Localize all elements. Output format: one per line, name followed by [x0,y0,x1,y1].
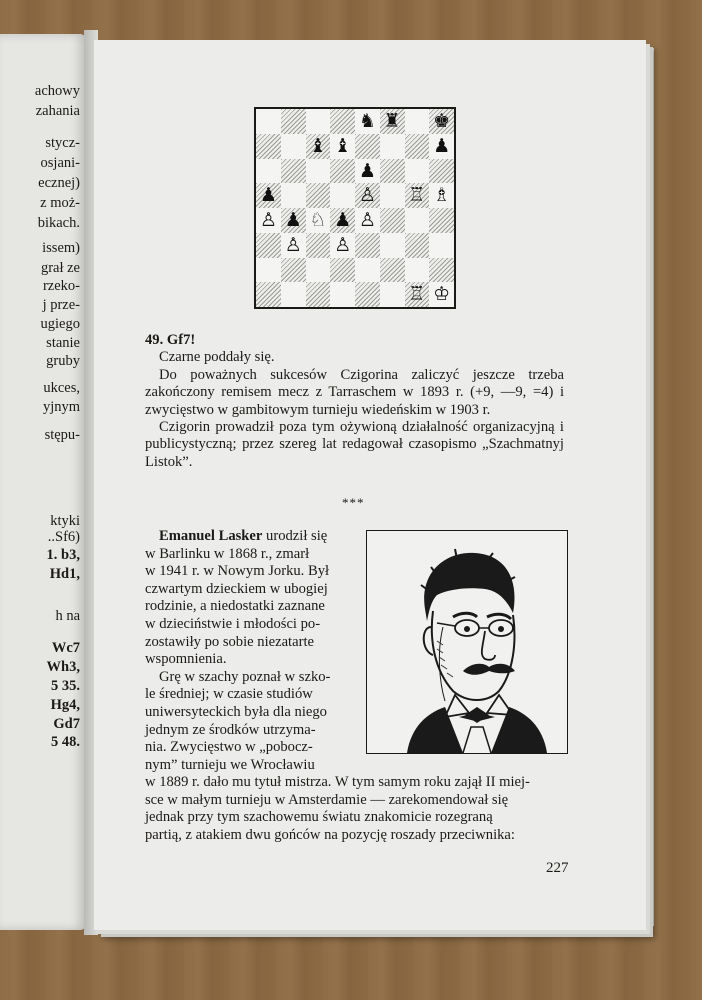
chess-piece-e8: ♞ [358,110,376,132]
left-page-text-fragment: ukces, [43,380,80,396]
lasker-line: w Barlinku w 1868 r., zmarł [145,545,310,562]
board-square [380,159,405,184]
left-page-text-fragment: achowy [34,83,80,99]
left-page-text-fragment: grubу [46,353,80,369]
left-page-text-fragment: rzeko- [42,278,80,294]
lasker-portrait [366,530,568,754]
chess-piece-d3: ♙ [334,233,352,256]
right-page [94,40,646,930]
lasker-line: zostawiły po sobie niezatarte [145,633,314,650]
board-square [256,159,281,184]
lasker-line: nia. Zwycięstwo w „pobocz- [145,739,313,756]
board-square [429,258,454,283]
board-square [330,109,355,134]
left-page-text-fragment: ktyki [50,513,80,529]
board-square [306,282,331,307]
left-page-text-fragment: h na [55,608,80,624]
board-square [330,258,355,283]
board-square [281,258,306,283]
board-square [405,159,430,184]
board-square [405,233,430,258]
board-square [355,258,380,283]
left-page-text-fragment: Hd1, [49,566,80,582]
chess-piece-b4: ♟ [284,209,302,231]
board-square [380,208,405,233]
left-page-text-fragment: bikach. [37,215,80,231]
text-line: jednak przy tym szachowemu światu znakomicie rozegraną [145,809,493,826]
board-square [256,258,281,283]
left-page-text-fragment: yjnym [42,399,80,415]
chess-piece-c7: ♝ [309,134,327,157]
left-page-text-fragment: ecznej) [38,175,80,191]
board-square [306,233,331,258]
chess-piece-e6: ♟ [358,159,376,182]
chess-piece-h7: ♟ [433,134,451,157]
board-square [306,109,331,134]
chess-piece-h1: ♔ [433,283,451,306]
board-square [429,159,454,184]
left-page-text-fragment: Wc7 [51,640,80,656]
left-page-text-fragment: ..Sf6) [47,529,80,545]
lasker-line: rodzinie, a niedostatki zaznane [145,598,325,615]
lasker-continuation [145,774,570,844]
board-square [405,208,430,233]
board-square [355,233,380,258]
lasker-line: uniwersyteckich była dla niego [145,703,327,720]
chess-piece-f8: ♜ [383,110,401,132]
board-square [330,183,355,208]
left-page-text-fragment: 5 48. [51,734,80,750]
left-page-text-fragment: z moż- [40,195,80,211]
board-square [330,282,355,307]
lasker-line: wspomnienia. [145,651,227,668]
board-square [281,183,306,208]
board-square [405,134,430,159]
board-square [306,159,331,184]
page-number: 227 [546,860,569,876]
board-square [281,282,306,307]
lasker-name: Emanuel Lasker [159,528,263,544]
chess-piece-a4: ♙ [259,209,277,231]
left-page-text-fragment: ugiego [40,316,80,332]
board-square [429,233,454,258]
left-page-text-fragment: j prze- [42,297,80,313]
board-square [281,159,306,184]
chess-piece-h8: ♚ [433,110,451,132]
lasker-line: czwartym dzieckiem w ubogiej [145,580,328,597]
chess-piece-b3: ♙ [284,233,302,256]
board-square [405,258,430,283]
left-page-text-fragment: Wh3, [46,659,80,675]
chess-diagram [254,107,456,309]
main-text [145,332,564,471]
board-square [405,109,430,134]
board-square [281,134,306,159]
text-line: w 1889 r. dało mu tytuł mistrza. W tym samym roku zajął II miej- [145,774,530,790]
board-square [256,233,281,258]
left-page-text-fragment: stępu- [44,427,80,443]
lasker-intro [145,528,353,774]
paragraph-2: Do poważnych sukcesów Czigorina zaliczyć jeszcze trzeba zakończony remisem mecz z Tarraschem w 1893 r. (+9, —9, =4) i zwycięstwo w gambitowym turnieju wiedeńskim w 1903 r. [145,366,564,418]
section-separator: *** [342,495,365,510]
lasker-line: le średniej; w czasie studiów [145,686,313,703]
left-page-text-fragment: issem) [42,240,80,256]
text-line: partią, z atakiem dwu gońców na pozycję roszady przeciwnika: [145,826,515,843]
board-square [306,183,331,208]
board-square [306,258,331,283]
lasker-line: w dzieciństwie i młodości po- [145,615,321,632]
lasker-line: urodził się [266,528,328,544]
board-square [281,109,306,134]
chess-piece-g5: ♖ [408,184,426,207]
left-page-text-fragment: 1. b3, [46,547,80,563]
board-square [330,159,355,184]
left-page-text-fragment: 5 35. [51,678,80,694]
paragraph-3: Czigorin prowadził poza tym ożywioną działalność organizacyjną i publicystyczną; przez szereg lat redagował czasopismo „Szachmatnyj Listok”. [145,419,564,470]
board-square [380,282,405,307]
board-square [429,208,454,233]
board-square [380,258,405,283]
move-label: 49. Gf7! [145,332,196,348]
left-page-text-fragment: stanie [46,335,80,351]
chess-piece-g1: ♖ [408,283,426,306]
left-page-text-fragment: stycz- [45,135,80,151]
board-square [256,109,281,134]
chess-piece-e5: ♙ [358,184,376,207]
left-page-text-fragment: grał ze [40,260,80,276]
chess-piece-d7: ♝ [334,134,352,157]
left-page-text-fragment: Hg4, [50,697,80,713]
chess-piece-e4: ♙ [358,209,376,231]
chess-piece-h5: ♗ [433,184,451,207]
chess-piece-d4: ♟ [334,209,352,231]
chess-piece-a5: ♟ [259,184,277,207]
paragraph-1: Czarne poddały się. [159,349,275,366]
left-page-text-fragment: osjani- [40,155,80,171]
board-square [380,183,405,208]
portrait-drawing [367,531,567,753]
board-square [355,282,380,307]
board-square [380,233,405,258]
lasker-line: jednym ze środków utrzyma- [145,721,316,738]
board-square [256,282,281,307]
lasker-line: w 1941 r. w Nowym Jorku. Był [145,563,330,580]
lasker-line: nym” turnieju we Wrocławiu [145,756,315,773]
left-page-text-fragment: zahania [35,103,80,119]
board-square [355,134,380,159]
chess-piece-c4: ♘ [309,209,327,231]
board-square [380,134,405,159]
lasker-line: Grę w szachy poznał w szko- [159,668,331,685]
left-page [0,34,86,930]
board-square [256,134,281,159]
left-page-text-fragment: Gd7 [53,716,80,732]
text-line: sce w małym turnieju w Amsterdamie — zarekomendował się [145,791,509,808]
